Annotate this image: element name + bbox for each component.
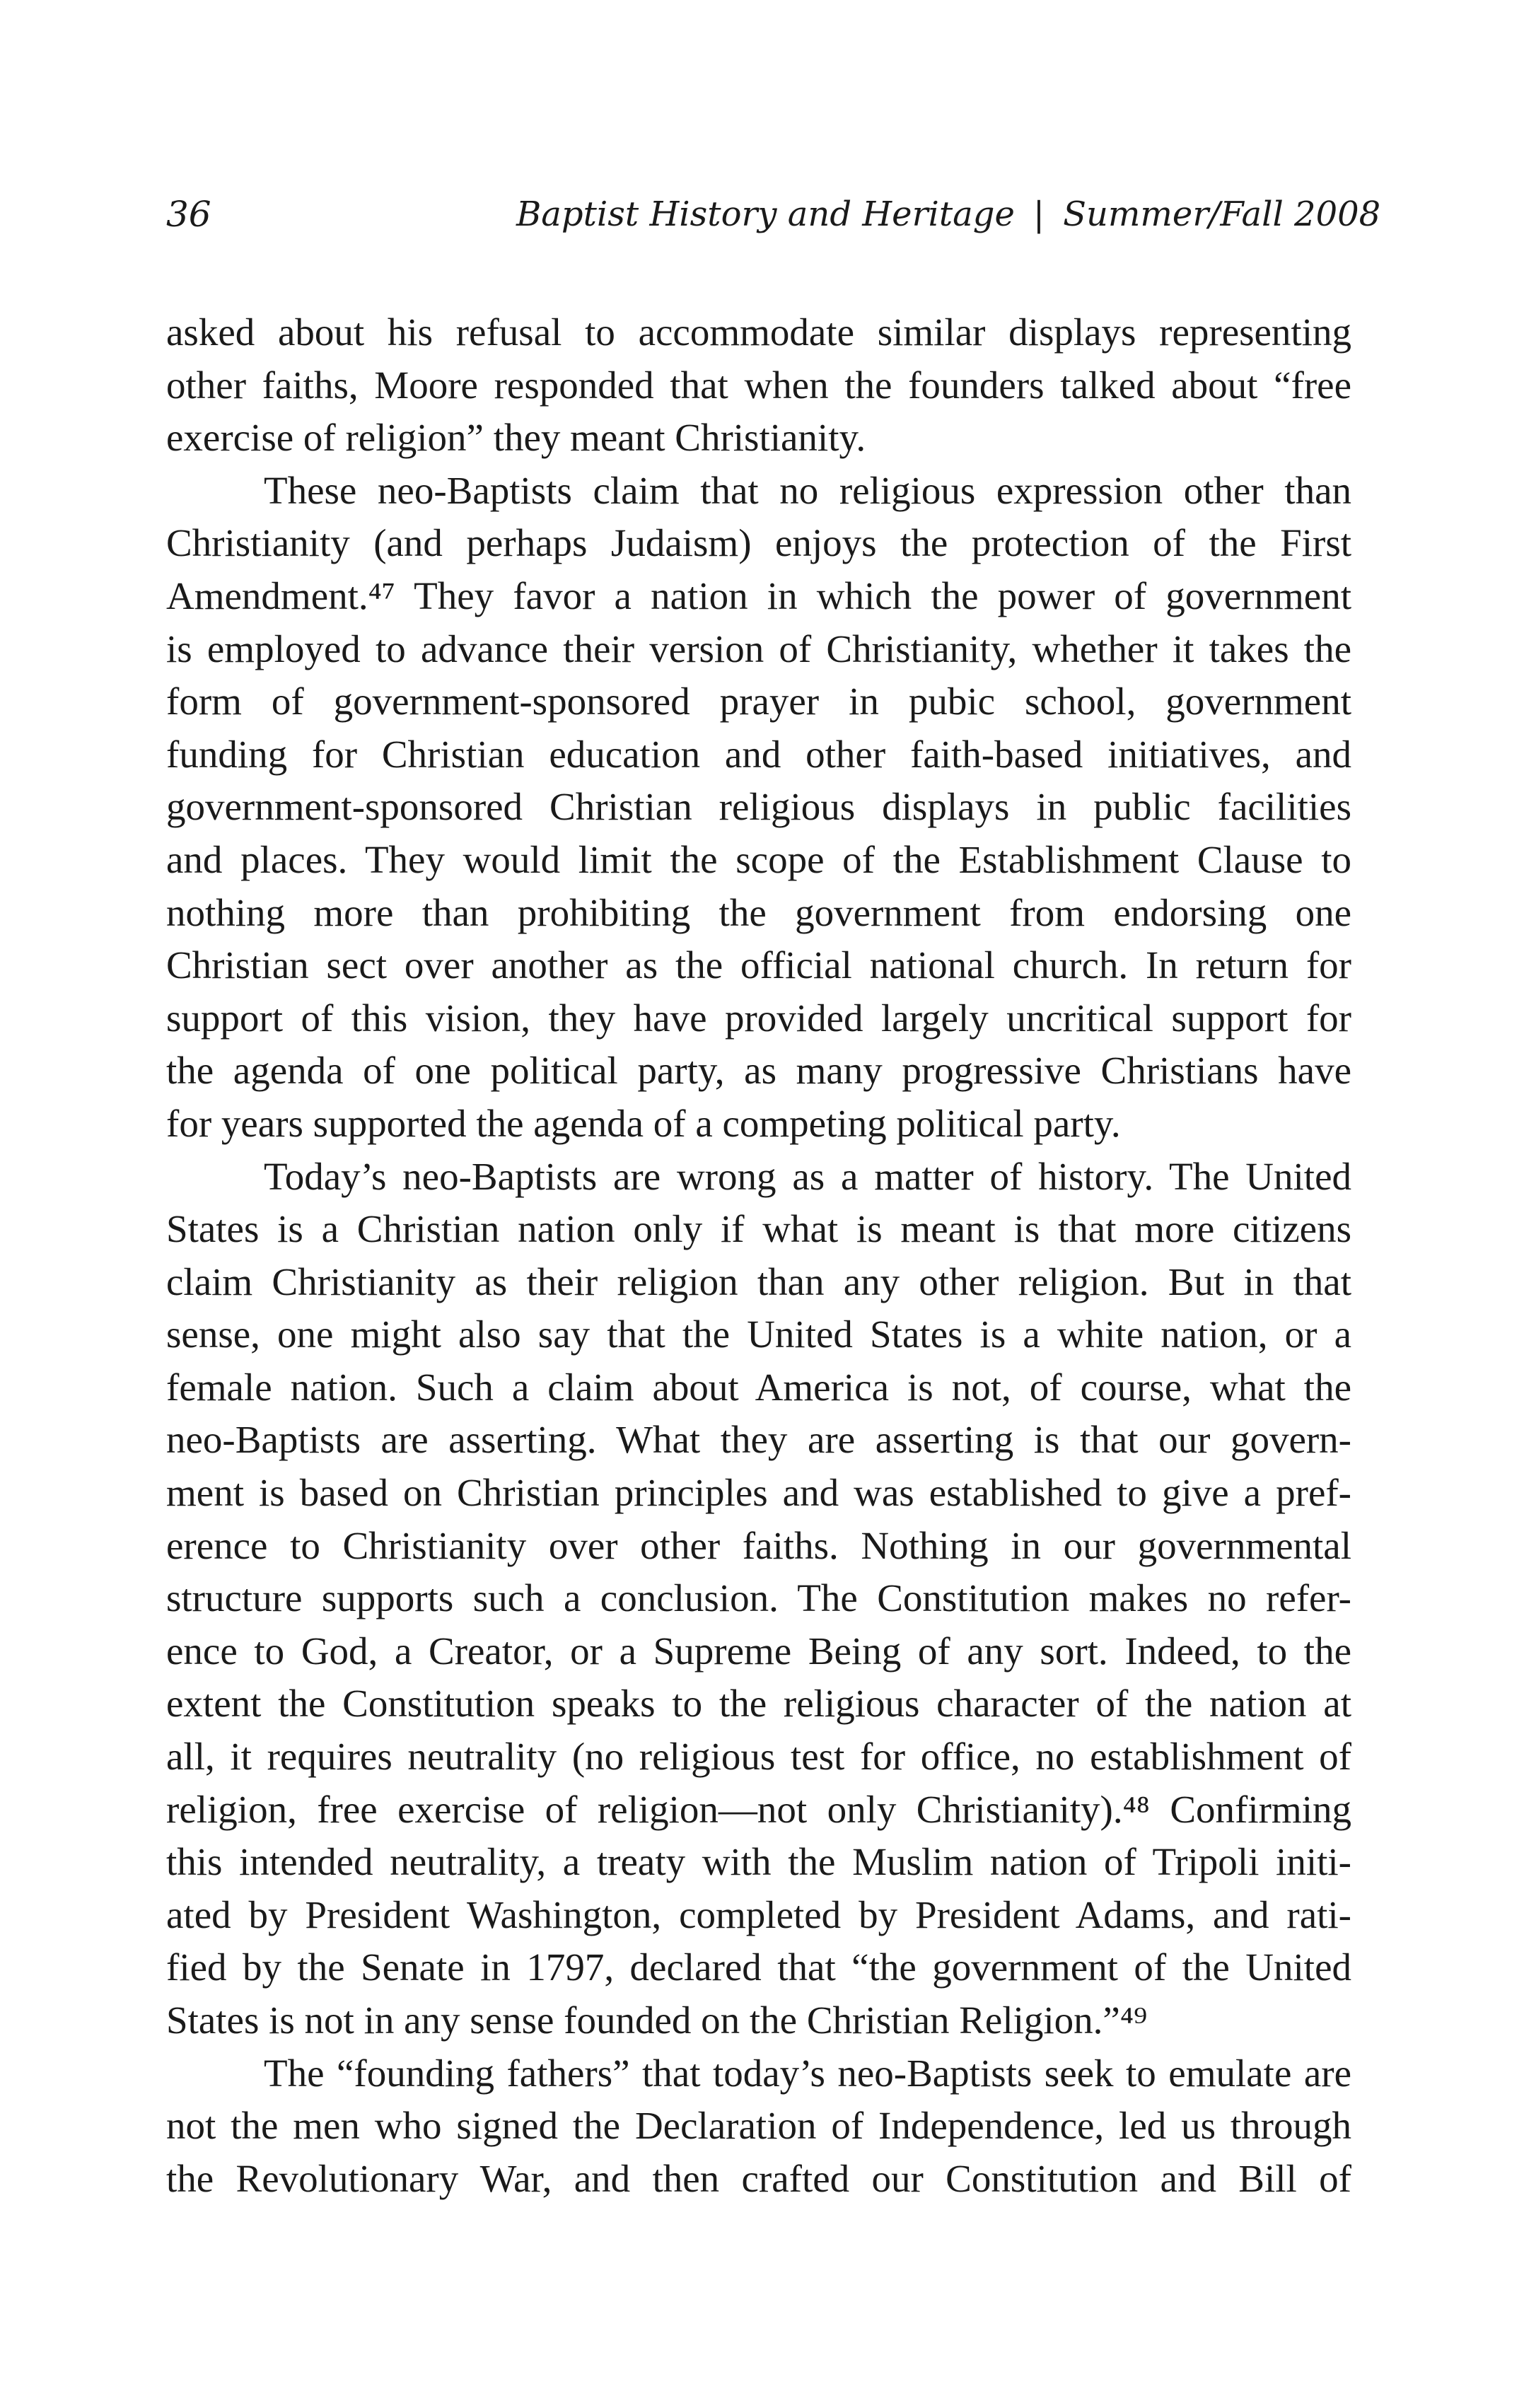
text-line: asked about his refusal to accommodate similar displays representing (166, 310, 1351, 354)
text-line: is employed to advance their version of Christianity, whether it takes the (166, 627, 1351, 670)
text-line: female nation. Such a claim about America is not, of course, what the (166, 1365, 1351, 1409)
text-line: States is not in any sense founded on the Christian Religion.”⁴⁹ (166, 1999, 1148, 2042)
text-line: support of this vision, they have provided largely uncritical support for (166, 996, 1351, 1040)
text-line: structure supports such a conclusion. The Constitution makes no refer- (166, 1576, 1351, 1620)
issue-label: Summer/Fall 2008 (1063, 194, 1381, 234)
text-line: ence to God, a Creator, or a Supreme Being of any sort. Indeed, to the (166, 1629, 1351, 1673)
header-separator: | (1033, 194, 1045, 234)
text-line: extent the Constitution speaks to the religious character of the nation at (166, 1682, 1351, 1726)
text-line: Christianity (and perhaps Judaism) enjoys the protection of the First (166, 521, 1351, 565)
journal-name: Baptist History and Heritage (516, 194, 1015, 234)
text-line: sense, one might also say that the United States is a white nation, or a (166, 1313, 1351, 1356)
text-line: the Revolutionary War, and then crafted our Constitution and Bill of (166, 2156, 1351, 2200)
text-line: ment is based on Christian principles and was established to give a pref- (166, 1471, 1351, 1515)
text-line: government-sponsored Christian religious displays in public facilities (166, 785, 1351, 829)
text-line: nothing more than prohibiting the government from endorsing one (166, 890, 1351, 934)
text-line: fied by the Senate in 1797, declared that “the government of the United (166, 1945, 1351, 1989)
text-line: this intended neutrality, a treaty with the Muslim nation of Tripoli initi- (166, 1840, 1351, 1884)
text-line: and places. They would limit the scope of the Establishment Clause to (166, 837, 1351, 881)
text-line: Christian sect over another as the official national church. In return for (166, 943, 1351, 987)
text-line: for years supported the agenda of a competing political party. (166, 1101, 1121, 1145)
paragraph-2 (166, 465, 1351, 1151)
text-line: other faiths, Moore responded that when the founders talked about “free (166, 363, 1351, 407)
journal-title (516, 190, 1380, 239)
paragraph-4 (166, 2047, 1351, 2206)
running-head (166, 190, 1381, 239)
text-line: The “founding fathers” that today’s neo-Baptists seek to emulate are (264, 2051, 1351, 2095)
text-line: erence to Christianity over other faiths. Nothing in our governmental (166, 1523, 1351, 1567)
body-text (166, 306, 1351, 2205)
text-line: Amendment.⁴⁷ They favor a nation in which the power of government (166, 574, 1351, 617)
text-line: claim Christianity as their religion than any other religion. But in that (166, 1260, 1351, 1303)
paragraph-1 (166, 306, 1351, 465)
page-number: 36 (166, 194, 211, 235)
paragraph-3 (166, 1151, 1351, 2047)
text-line: States is a Christian nation only if what is meant is that more citizens (166, 1207, 1351, 1251)
text-line: religion, free exercise of religion—not only Christianity).⁴⁸ Confirming (166, 1787, 1351, 1831)
text-line: all, it requires neutrality (no religious test for office, no establishment of (166, 1735, 1351, 1779)
text-line: neo-Baptists are asserting. What they are asserting is that our govern- (166, 1418, 1351, 1462)
text-line: funding for Christian education and other faith-based initiatives, and (166, 732, 1351, 776)
text-line: not the men who signed the Declaration of Independence, led us through (166, 2104, 1351, 2148)
text-line: exercise of religion” they meant Christianity. (166, 416, 866, 460)
text-line: ated by President Washington, completed by President Adams, and rati- (166, 1892, 1351, 1936)
text-line: form of government-sponsored prayer in pubic school, government (166, 680, 1351, 723)
text-line: Today’s neo-Baptists are wrong as a matter of history. The United (264, 1154, 1351, 1198)
text-line: the agenda of one political party, as many progressive Christians have (166, 1049, 1351, 1093)
text-line: These neo-Baptists claim that no religious expression other than (264, 468, 1351, 512)
